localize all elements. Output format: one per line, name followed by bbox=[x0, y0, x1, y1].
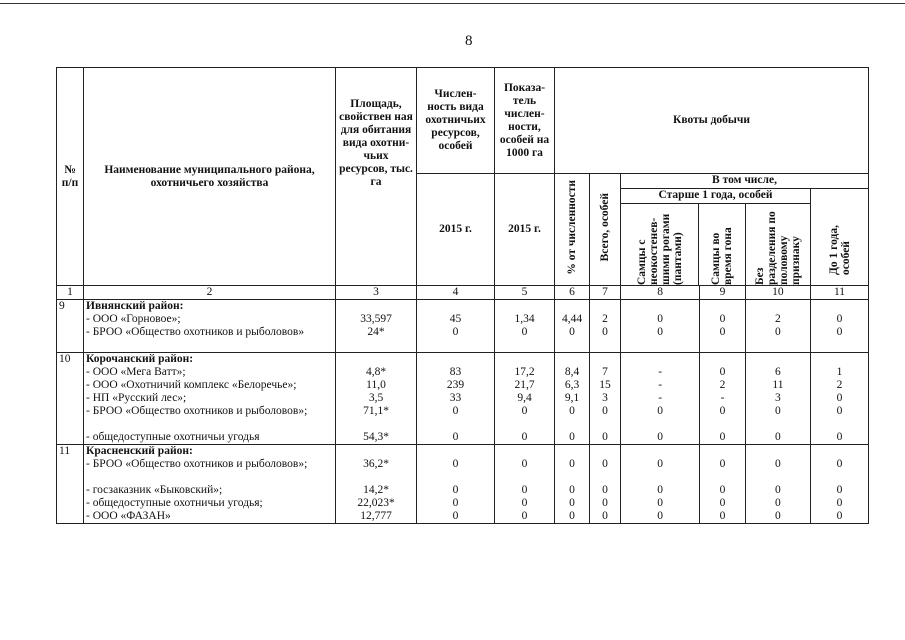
value-nosex: 0 bbox=[775, 431, 781, 443]
value-rut: 0 bbox=[719, 313, 726, 325]
cell-nosex bbox=[745, 300, 810, 353]
cell-area bbox=[336, 353, 417, 445]
value-count: 0 bbox=[452, 326, 459, 338]
cell-total bbox=[590, 445, 621, 524]
header-year-density: 2015 г. bbox=[495, 174, 555, 286]
col-num-11: 11 bbox=[811, 286, 869, 300]
header-count: Числен- ность вида охотничьих ресурсов, особей bbox=[417, 68, 495, 174]
value-density: 17,2 bbox=[514, 366, 535, 378]
group-number: 9 bbox=[57, 300, 84, 353]
cell-total bbox=[590, 300, 621, 353]
value-total: 0 bbox=[602, 497, 608, 509]
table-group-row bbox=[57, 445, 869, 524]
group-number: 10 bbox=[57, 353, 84, 445]
col-num-5: 5 bbox=[495, 286, 555, 300]
value-pct: 0 bbox=[569, 405, 575, 417]
value-young: 2 bbox=[836, 379, 843, 391]
cell-rut bbox=[700, 300, 746, 353]
header-total: Всего, особей bbox=[590, 174, 621, 286]
row-name: - БРОО «Общество охотников и рыболовов»; bbox=[86, 405, 308, 417]
value-pct: 0 bbox=[569, 326, 575, 338]
value-males: 0 bbox=[657, 510, 663, 522]
value-area: 22,023* bbox=[357, 497, 395, 509]
value-males: 0 bbox=[657, 458, 663, 470]
cell-density bbox=[495, 445, 555, 524]
header-incl: В том числе, bbox=[621, 174, 869, 189]
value-males: 0 bbox=[657, 326, 663, 338]
value-pct: 0 bbox=[569, 497, 575, 509]
value-density: 0 bbox=[521, 405, 528, 417]
cell-rut bbox=[700, 353, 746, 445]
row-name: - ООО «Мега Ватт»; bbox=[86, 366, 186, 378]
value-density: 0 bbox=[521, 510, 528, 522]
row-name: - ООО «Горновое»; bbox=[86, 313, 181, 325]
value-count: 0 bbox=[452, 431, 459, 443]
cell-area bbox=[336, 300, 417, 353]
value-males: - bbox=[658, 392, 663, 404]
value-area: 3,5 bbox=[368, 392, 384, 404]
value-rut: 0 bbox=[719, 510, 726, 522]
col-num-9: 9 bbox=[700, 286, 746, 300]
header-year-count: 2015 г. bbox=[417, 174, 495, 286]
col-num-8: 8 bbox=[621, 286, 700, 300]
value-count: 83 bbox=[449, 366, 462, 378]
value-area: 33,597 bbox=[360, 313, 392, 325]
group-title: Ивнянский район: bbox=[86, 300, 184, 312]
header-older: Старше 1 года, особей bbox=[621, 189, 810, 204]
row-name: - БРОО «Общество охотников и рыболовов» bbox=[86, 326, 305, 338]
group-title: Красненский район: bbox=[86, 445, 193, 457]
row-name: - ООО «ФАЗАН» bbox=[86, 510, 171, 522]
header-row-1 bbox=[57, 68, 869, 174]
header-nosex: Без разделения по половому признаку bbox=[754, 211, 802, 285]
value-area: 71,1* bbox=[363, 405, 389, 417]
cell-total bbox=[590, 353, 621, 445]
cell-density bbox=[495, 300, 555, 353]
value-count: 0 bbox=[452, 484, 459, 496]
value-area: 12,777 bbox=[360, 510, 392, 522]
value-rut: 0 bbox=[719, 405, 726, 417]
value-young: 0 bbox=[836, 392, 843, 404]
cell-males bbox=[621, 353, 700, 445]
value-males: 0 bbox=[657, 497, 663, 509]
value-total: 2 bbox=[602, 313, 608, 325]
value-density: 0 bbox=[521, 458, 528, 470]
value-nosex: 0 bbox=[775, 484, 781, 496]
value-nosex: 2 bbox=[775, 313, 781, 325]
value-rut: 0 bbox=[719, 366, 726, 378]
value-nosex: 6 bbox=[775, 366, 781, 378]
cell-pct bbox=[555, 445, 590, 524]
value-total: 0 bbox=[602, 326, 608, 338]
value-area: 11,0 bbox=[366, 379, 386, 391]
value-density: 0 bbox=[521, 484, 528, 496]
group-name-cell bbox=[84, 353, 336, 445]
value-pct: 6,3 bbox=[564, 379, 580, 391]
value-nosex: 0 bbox=[775, 405, 781, 417]
cell-nosex bbox=[745, 353, 810, 445]
cell-area bbox=[336, 445, 417, 524]
header-males: Самцы с неокостенев- шими рогами (пантами) bbox=[621, 204, 699, 285]
value-rut: 0 bbox=[719, 484, 726, 496]
table-group-row bbox=[57, 300, 869, 353]
value-nosex: 0 bbox=[775, 497, 781, 509]
header-quotas: Квоты добычи bbox=[555, 68, 869, 174]
row-name: - БРОО «Общество охотников и рыболовов»; bbox=[86, 458, 308, 470]
value-pct: 0 bbox=[569, 458, 575, 470]
cell-count bbox=[417, 445, 495, 524]
value-rut: 0 bbox=[719, 458, 726, 470]
header-name: Наименование муниципального района, охотничьего хозяйства bbox=[84, 68, 336, 286]
group-number: 11 bbox=[57, 445, 84, 524]
value-area: 4,8* bbox=[365, 366, 387, 378]
cell-young bbox=[811, 353, 869, 445]
col-num-4: 4 bbox=[417, 286, 495, 300]
col-num-7: 7 bbox=[590, 286, 621, 300]
column-number-row bbox=[57, 286, 869, 300]
value-pct: 9,1 bbox=[564, 392, 580, 404]
cell-males bbox=[621, 300, 700, 353]
value-young: 0 bbox=[836, 497, 843, 509]
header-rut: Самцы во время гона bbox=[699, 204, 746, 285]
value-rut: 0 bbox=[719, 431, 726, 443]
value-males: 0 bbox=[657, 313, 663, 325]
value-pct: 0 bbox=[569, 431, 575, 443]
value-total: 7 bbox=[602, 366, 608, 378]
value-area: 24* bbox=[367, 326, 385, 338]
col-num-2: 2 bbox=[84, 286, 336, 300]
value-rut: 2 bbox=[719, 379, 726, 391]
value-pct: 0 bbox=[569, 510, 575, 522]
cell-count bbox=[417, 300, 495, 353]
value-young: 0 bbox=[836, 313, 843, 325]
value-nosex: 0 bbox=[775, 326, 781, 338]
value-total: 0 bbox=[602, 458, 608, 470]
page-number: 8 bbox=[465, 33, 473, 49]
value-rut: - bbox=[720, 392, 725, 404]
value-males: 0 bbox=[657, 484, 663, 496]
value-nosex: 0 bbox=[775, 510, 781, 522]
cell-males bbox=[621, 445, 700, 524]
value-pct: 4,44 bbox=[561, 313, 583, 325]
value-nosex: 0 bbox=[775, 458, 781, 470]
header-density: Показа- тель числен- ности, особей на 1000 га bbox=[495, 68, 555, 174]
header-area: Площадь, свойствен ная для обитания вида охотни- чьих ресурсов, тыс. га bbox=[336, 68, 417, 286]
value-young: 0 bbox=[836, 405, 843, 417]
value-area: 36,2* bbox=[363, 458, 389, 470]
value-young: 0 bbox=[836, 458, 843, 470]
value-young: 1 bbox=[836, 366, 843, 378]
value-count: 0 bbox=[452, 510, 459, 522]
cell-nosex bbox=[745, 445, 810, 524]
group-name-cell bbox=[84, 300, 336, 353]
cell-young bbox=[811, 445, 869, 524]
value-total: 15 bbox=[599, 379, 611, 391]
row-name: - госзаказник «Быковский»; bbox=[86, 484, 223, 496]
group-name-cell bbox=[84, 445, 336, 524]
value-count: 0 bbox=[452, 497, 459, 509]
value-nosex: 3 bbox=[775, 392, 781, 404]
col-num-6: 6 bbox=[555, 286, 590, 300]
row-name: - общедоступные охотничьи угодья; bbox=[86, 497, 263, 509]
value-pct: 8,4 bbox=[564, 366, 580, 378]
value-pct: 0 bbox=[569, 484, 575, 496]
top-rule bbox=[0, 3, 905, 4]
table-group-row bbox=[57, 353, 869, 445]
value-males: 0 bbox=[657, 405, 663, 417]
value-males: 0 bbox=[657, 431, 663, 443]
header-young: До 1 года, особей bbox=[811, 189, 869, 286]
cell-young bbox=[811, 300, 869, 353]
value-nosex: 11 bbox=[772, 379, 784, 391]
value-rut: 0 bbox=[719, 326, 726, 338]
value-count: 33 bbox=[449, 392, 462, 404]
value-density: 9,4 bbox=[517, 392, 532, 404]
value-count: 239 bbox=[446, 379, 465, 391]
row-name: - ООО «Охотничий комплекс «Белоречье»; bbox=[86, 379, 297, 391]
value-density: 1,34 bbox=[514, 313, 535, 325]
value-density: 0 bbox=[521, 326, 528, 338]
value-males: - bbox=[658, 379, 663, 391]
value-density: 21,7 bbox=[514, 379, 535, 391]
col-num-10: 10 bbox=[745, 286, 810, 300]
header-num: № п/п bbox=[57, 68, 84, 286]
value-males: - bbox=[658, 366, 663, 378]
quota-table bbox=[56, 67, 869, 524]
value-area: 14,2* bbox=[363, 484, 389, 496]
value-young: 0 bbox=[836, 510, 843, 522]
value-young: 0 bbox=[836, 326, 843, 338]
value-total: 0 bbox=[602, 484, 608, 496]
row-name: - НП «Русский лес»; bbox=[86, 392, 187, 404]
cell-rut bbox=[700, 445, 746, 524]
value-total: 0 bbox=[602, 431, 608, 443]
cell-count bbox=[417, 353, 495, 445]
group-title: Корочанский район: bbox=[86, 353, 194, 365]
value-young: 0 bbox=[836, 431, 843, 443]
value-young: 0 bbox=[836, 484, 843, 496]
cell-pct bbox=[555, 300, 590, 353]
value-density: 0 bbox=[521, 431, 528, 443]
table-body bbox=[57, 300, 869, 524]
col-num-1: 1 bbox=[57, 286, 84, 300]
value-total: 3 bbox=[602, 392, 608, 404]
row-name: - общедоступные охотничьи угодья bbox=[86, 431, 260, 443]
col-num-3: 3 bbox=[336, 286, 417, 300]
value-rut: 0 bbox=[719, 497, 726, 509]
value-area: 54,3* bbox=[363, 431, 389, 443]
value-total: 0 bbox=[602, 510, 608, 522]
cell-density bbox=[495, 353, 555, 445]
value-total: 0 bbox=[602, 405, 608, 417]
cell-pct bbox=[555, 353, 590, 445]
value-count: 0 bbox=[452, 405, 459, 417]
value-count: 45 bbox=[449, 313, 462, 325]
value-density: 0 bbox=[521, 497, 528, 509]
value-count: 0 bbox=[452, 458, 459, 470]
header-pct: % от численности bbox=[555, 174, 590, 286]
